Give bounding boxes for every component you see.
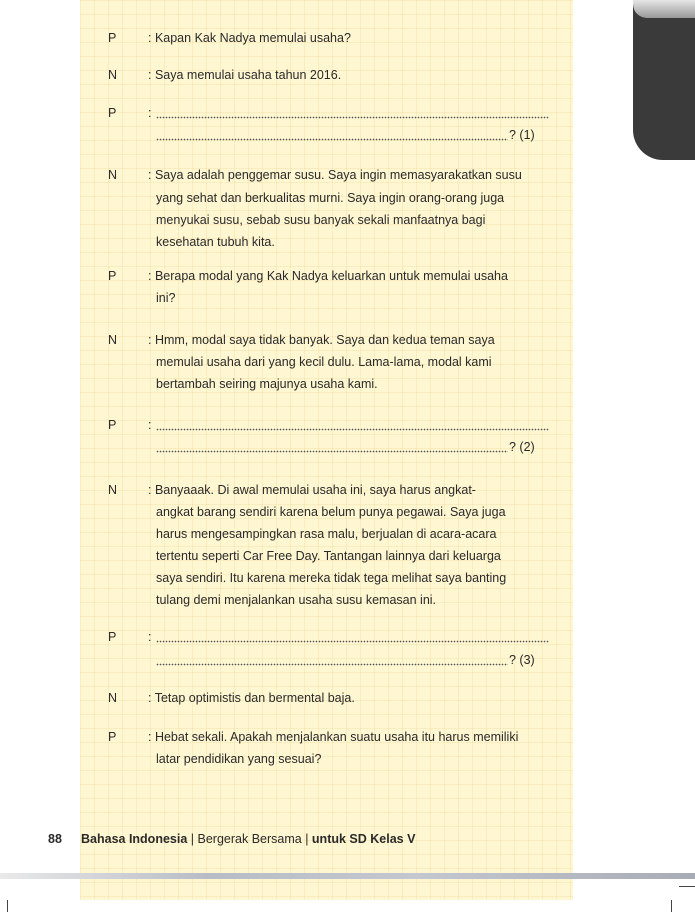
dialogue-text: : Banyaaak. Di awal memulai usaha ini, saya harus angkat-	[148, 483, 476, 497]
bottom-band	[0, 873, 695, 879]
answer-blank-line[interactable]	[156, 103, 549, 123]
edge-tab-highlight	[633, 0, 695, 18]
speaker-label: P	[108, 730, 117, 744]
dialogue-text: bertambah seiring majunya usaha kami.	[156, 377, 378, 391]
book-subtitle: Bergerak Bersama	[197, 832, 302, 846]
blank-colon: :	[148, 630, 152, 644]
dialogue-text: saya sendiri. Itu karena mereka tidak tega melihat saya banting	[156, 571, 507, 585]
dialogue-text: menyukai susu, sebab susu banyak sekali manfaatnya bagi	[156, 213, 486, 227]
speaker-label: N	[108, 333, 118, 347]
dialogue-text: : Tetap optimistis dan bermental baja.	[148, 691, 355, 705]
dialogue-text: : Saya memulai usaha tahun 2016.	[148, 68, 342, 82]
dialogue-text: kesehatan tubuh kita.	[156, 235, 275, 249]
dialogue-text: : Hmm, modal saya tidak banyak. Saya dan kedua teman saya	[148, 333, 495, 347]
book-title	[81, 829, 415, 849]
speaker-label: P	[108, 418, 117, 432]
speaker-label: N	[108, 483, 118, 497]
dialogue-text: tertentu seperti Car Free Day. Tantangan lainnya dari keluarga	[156, 549, 501, 563]
speaker-label: N	[108, 168, 118, 182]
answer-blank-line[interactable]	[156, 650, 508, 670]
speaker-label: P	[108, 31, 117, 45]
crop-mark	[7, 900, 8, 912]
dialogue-text: : Kapan Kak Nadya memulai usaha?	[148, 31, 351, 45]
grade-label: untuk SD Kelas V	[311, 832, 416, 846]
dialogue-text: : Hebat sekali. Apakah menjalankan suatu usaha itu harus memiliki	[148, 730, 519, 744]
dialogue-text: yang sehat dan berkualitas murni. Saya ingin orang-orang juga	[156, 191, 505, 205]
speaker-label: N	[108, 691, 118, 705]
dialogue-text: latar pendidikan yang sesuai?	[156, 752, 322, 766]
dialogue-text: angkat barang sendiri karena belum punya pegawai. Saya juga	[156, 505, 506, 519]
dialogue-text: : Saya adalah penggemar susu. Saya ingin memasyarakatkan susu	[148, 168, 522, 182]
book-name: Bahasa Indonesia	[81, 832, 188, 846]
page-number: 88	[48, 832, 62, 846]
blank-number: ? (1)	[509, 128, 535, 142]
answer-blank-line[interactable]	[156, 125, 508, 145]
dialogue-text: harus mengesampingkan rasa malu, berjualan di acara-acara	[156, 527, 497, 541]
footer-separator: |	[301, 832, 312, 846]
blank-number: ? (3)	[509, 653, 535, 667]
speaker-label: P	[108, 269, 117, 283]
dialogue-text: ini?	[156, 291, 176, 305]
crop-mark	[671, 900, 672, 912]
speaker-label: P	[108, 630, 117, 644]
dialogue-text: : Berapa modal yang Kak Nadya keluarkan untuk memulai usaha	[148, 269, 508, 283]
footer-separator: |	[187, 832, 198, 846]
crop-mark	[679, 886, 695, 887]
dialogue-text: memulai usaha dari yang kecil dulu. Lama-lama, modal kami	[156, 355, 492, 369]
edge-tab	[633, 0, 695, 160]
blank-colon: :	[148, 418, 152, 432]
dialogue-text: tulang demi menjalankan usaha susu kemasan ini.	[156, 593, 437, 607]
blank-colon: :	[148, 106, 152, 120]
answer-blank-line[interactable]	[156, 627, 549, 647]
blank-number: ? (2)	[509, 440, 535, 454]
answer-blank-line[interactable]	[156, 415, 549, 435]
speaker-label: P	[108, 106, 117, 120]
speaker-label: N	[108, 68, 118, 82]
answer-blank-line[interactable]	[156, 437, 508, 457]
